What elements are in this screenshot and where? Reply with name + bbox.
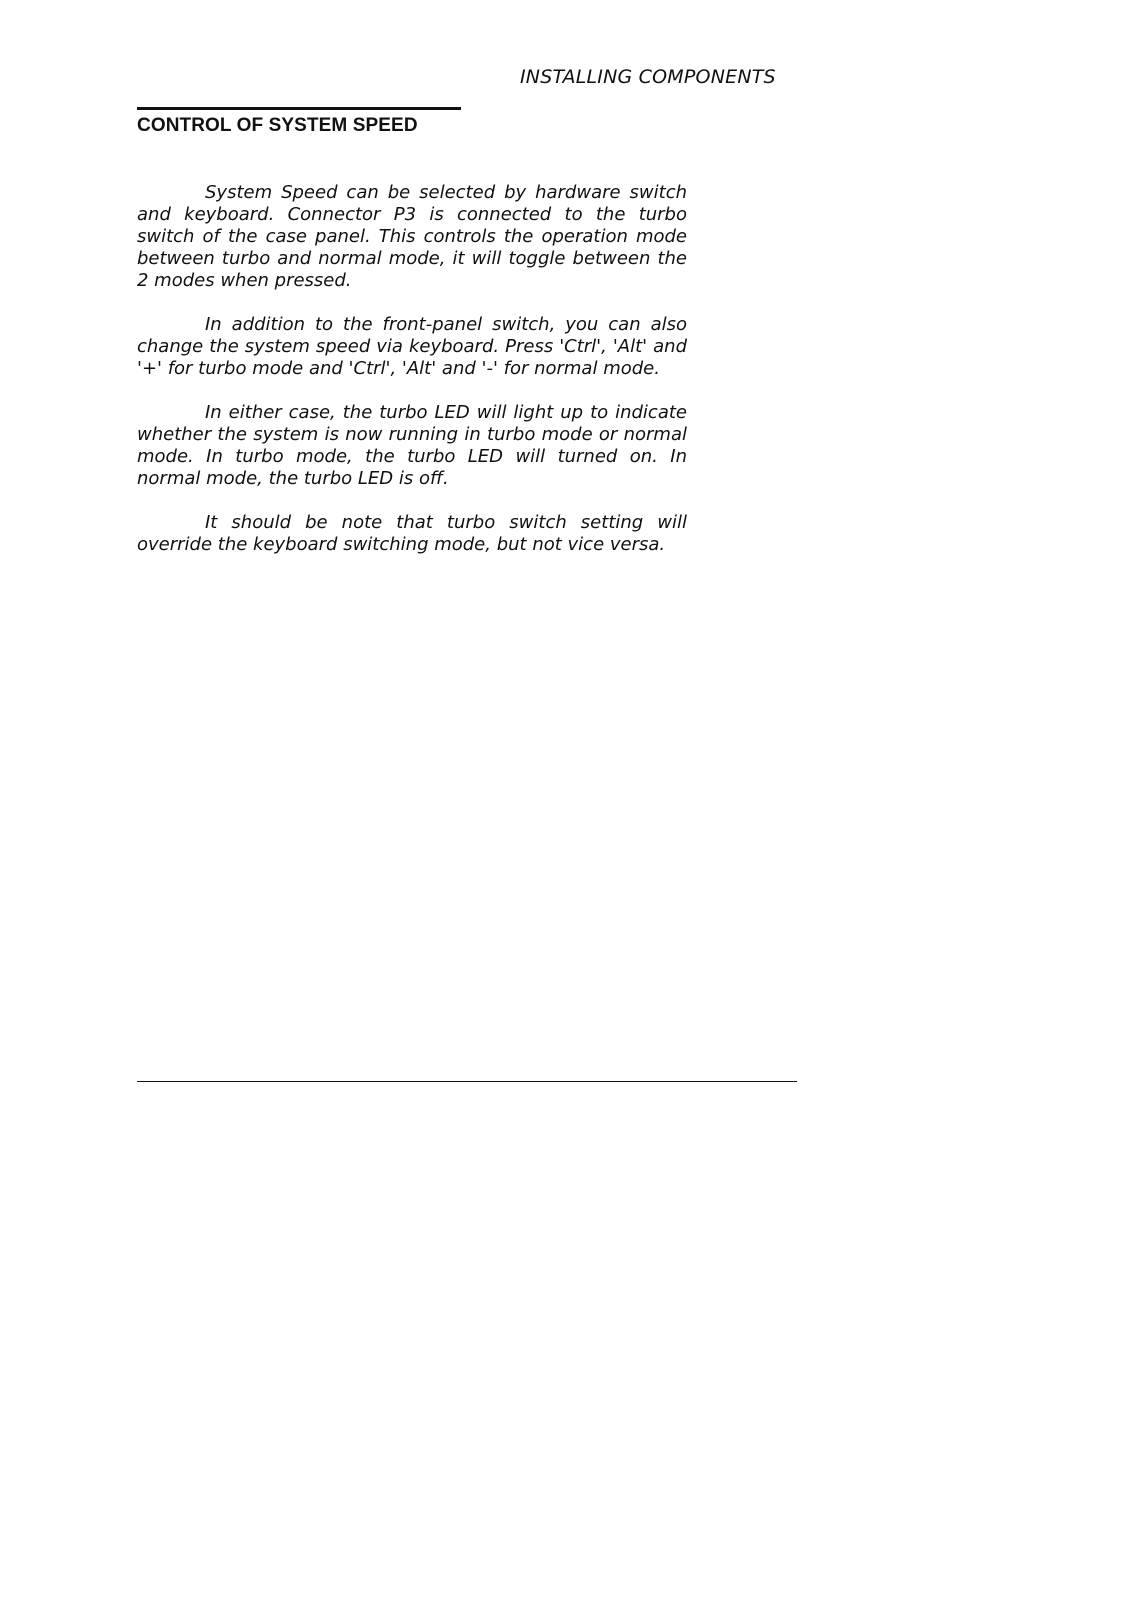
paragraph-system-speed: System Speed can be selected by hardware switch and keyboard. Connector P3 is connected to the turbo switch of the case panel. This controls the operation mode between turbo and normal mode, it will toggle between the 2 modes when pressed. (137, 182, 687, 291)
paragraph-override-note: It should be note that turbo switch setting will override the keyboard switching mode, but not vice versa. (137, 512, 687, 555)
paragraph-keyboard-control: In addition to the front-panel switch, you can also change the system speed via keyboard. Press 'Ctrl', 'Alt' and '+' for turbo mode and 'Ctrl', 'Alt' and '-' for normal mode. (137, 314, 687, 379)
body-text (137, 182, 687, 578)
section-heading: CONTROL OF SYSTEM SPEED (137, 115, 418, 136)
paragraph-turbo-led: In either case, the turbo LED will light up to indicate whether the system is now running in turbo mode or normal mode. In turbo mode, the turbo LED will turned on. In normal mode, the turbo LED is off. (137, 402, 687, 489)
heading-rule (137, 107, 461, 110)
footer-rule (137, 1081, 797, 1082)
running-header: INSTALLING COMPONENTS (520, 66, 776, 88)
